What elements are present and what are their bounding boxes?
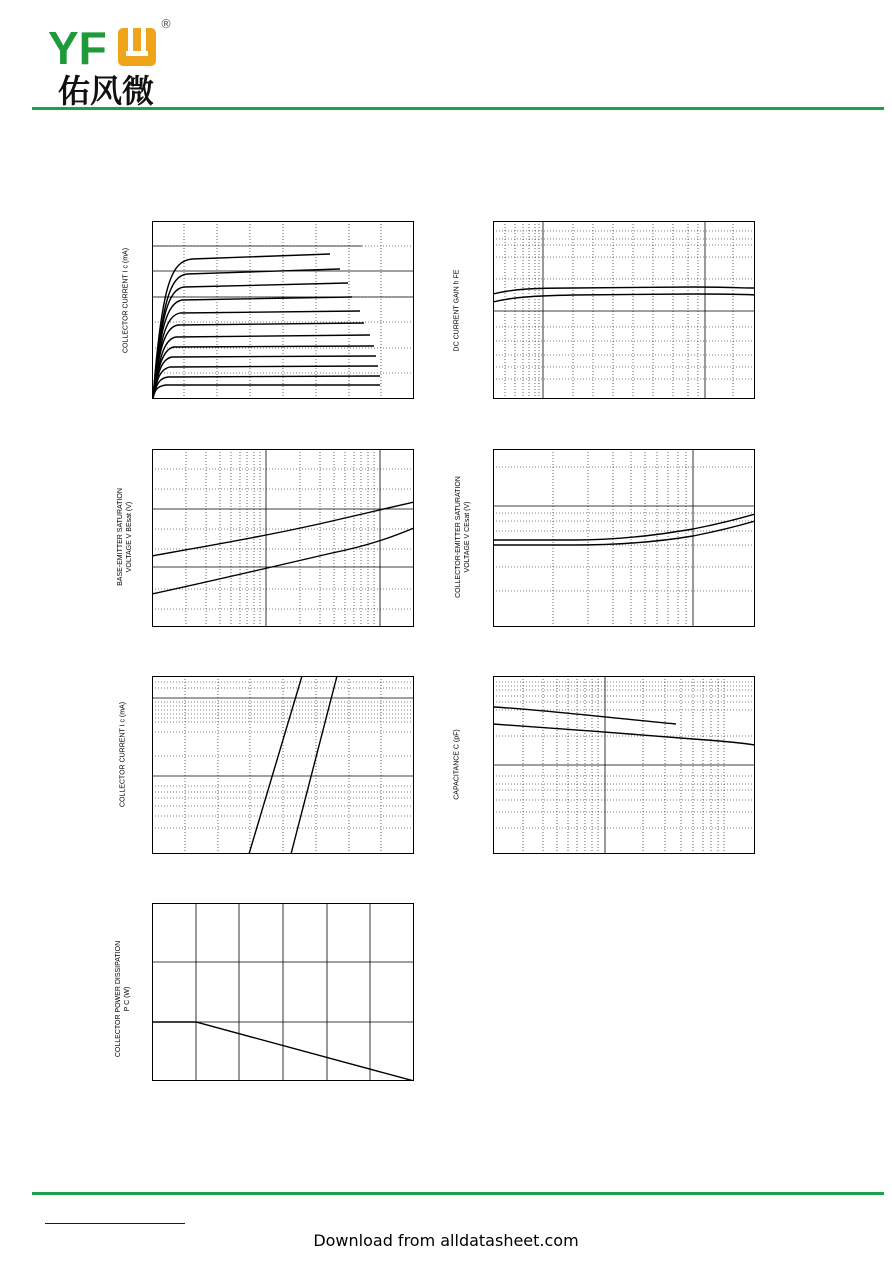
chart4-ylabel (454, 472, 472, 602)
chart-collector-current-transfer (152, 676, 414, 854)
chart3-ylabel-line2: VOLTAGE V BEsat (V) (126, 501, 133, 573)
chart-collector-emitter-saturation (493, 449, 755, 627)
footer-download-text: Download from alldatasheet.com (313, 1231, 579, 1250)
link-underline[interactable] (45, 1223, 185, 1224)
chart7-ylabel-line1: COLLECTOR POWER DISSIPATION (115, 940, 122, 1058)
chart3-ylabel-line1: BASE-EMITTER SATURATION (117, 488, 124, 586)
chart4-ylabel-line1: COLLECTOR-EMITTER SATURATION (455, 476, 462, 598)
chart3-ylabel (116, 472, 134, 602)
chart5-ylabel: COLLECTOR CURRENT I c (mA) (119, 701, 127, 808)
footer-rule (32, 1192, 884, 1195)
svg-text:®: ® (160, 17, 172, 31)
svg-text:YF: YF (48, 22, 107, 74)
chart-collector-current-output (152, 221, 414, 399)
chart-capacitance (493, 676, 755, 854)
chart-power-dissipation (152, 903, 414, 1081)
chart2-ylabel: DC CURRENT GAIN h FE (453, 269, 461, 352)
chart-dc-current-gain (493, 221, 755, 399)
chart4-ylabel-line2: VOLTAGE V CEsat (V) (464, 501, 471, 573)
svg-text:佑风微: 佑风微 (58, 72, 155, 106)
header-rule (32, 107, 884, 110)
chart1-ylabel: COLLECTOR CURRENT I c (mA) (122, 247, 130, 354)
chart7-ylabel (114, 934, 132, 1064)
yfw-logo (48, 14, 188, 106)
chart-base-emitter-saturation (152, 449, 414, 627)
chart6-ylabel: CAPACITANCE C (pF) (453, 729, 461, 800)
chart7-ylabel-line2: P C (W) (124, 986, 131, 1012)
